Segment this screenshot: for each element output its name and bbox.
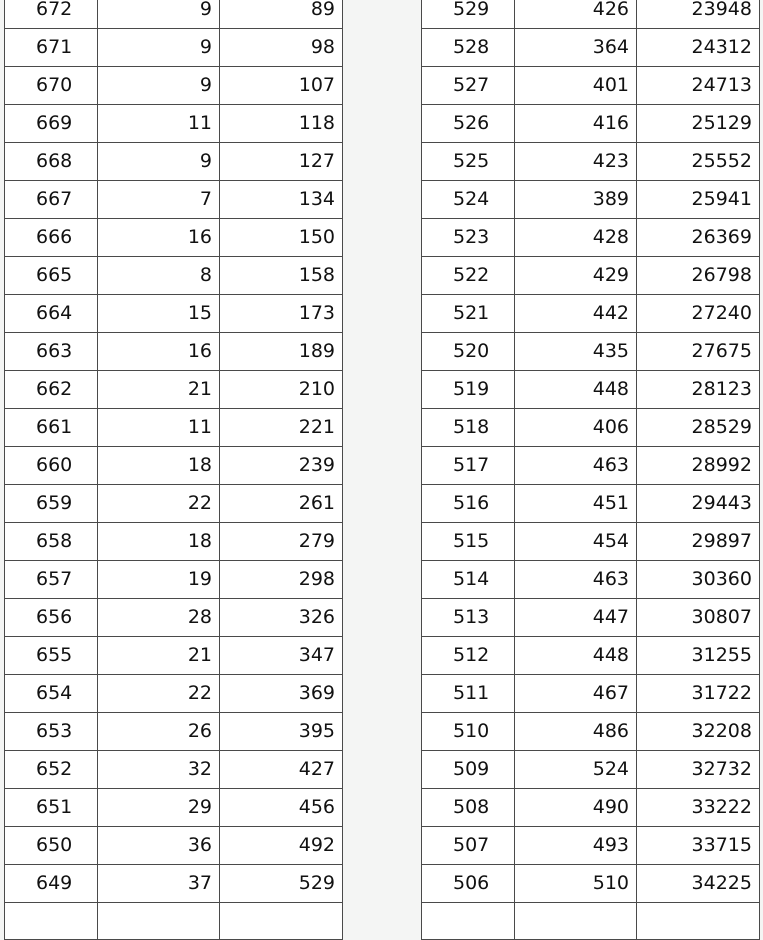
table-cell: 435: [515, 333, 637, 371]
table-cell: 493: [515, 827, 637, 865]
table-cell: 32732: [637, 751, 760, 789]
table-cell: 514: [422, 561, 515, 599]
table-cell: 428: [515, 219, 637, 257]
table-cell: 8: [98, 257, 220, 295]
table-cell: 667: [5, 181, 98, 219]
table-cell: 447: [515, 599, 637, 637]
table-cell: 671: [5, 29, 98, 67]
table-cell: 389: [515, 181, 637, 219]
table-cell: 210: [220, 371, 343, 409]
table-cell: 34225: [637, 865, 760, 903]
table-cell: 9: [98, 0, 220, 29]
table-cell: 427: [220, 751, 343, 789]
table-row: [422, 409, 760, 447]
table-cell: 33715: [637, 827, 760, 865]
table-cell: 7: [98, 181, 220, 219]
table-cell: 529: [422, 0, 515, 29]
table-row: [5, 333, 343, 371]
table-cell: 15: [98, 295, 220, 333]
table-row: [422, 371, 760, 409]
table-cell: 448: [515, 637, 637, 675]
table-row: [422, 903, 760, 940]
table-cell: 672: [5, 0, 98, 29]
table-row: [5, 561, 343, 599]
table-cell: 9: [98, 29, 220, 67]
table-cell: 33222: [637, 789, 760, 827]
table-cell: 369: [220, 675, 343, 713]
table-cell: 27675: [637, 333, 760, 371]
table-row: [5, 219, 343, 257]
table-cell: 448: [515, 371, 637, 409]
table-cell: 24713: [637, 67, 760, 105]
table-cell: 490: [515, 789, 637, 827]
table-cell: 107: [220, 67, 343, 105]
table-row: [422, 751, 760, 789]
table-cell: 508: [422, 789, 515, 827]
table-cell: 395: [220, 713, 343, 751]
table-row: [5, 713, 343, 751]
table-row: [422, 523, 760, 561]
table-row: [422, 295, 760, 333]
table-cell: 22: [98, 485, 220, 523]
table-cell: 18: [98, 523, 220, 561]
table-cell: 158: [220, 257, 343, 295]
table-cell: [515, 903, 637, 940]
table-cell: 669: [5, 105, 98, 143]
table-cell: 509: [422, 751, 515, 789]
table-cell: 511: [422, 675, 515, 713]
table-cell: 26369: [637, 219, 760, 257]
table-cell: 261: [220, 485, 343, 523]
table-cell: 24312: [637, 29, 760, 67]
table-cell: 522: [422, 257, 515, 295]
table-row: [422, 637, 760, 675]
table-cell: 668: [5, 143, 98, 181]
table-row: [5, 29, 343, 67]
table-row: [5, 903, 343, 940]
table-cell: 517: [422, 447, 515, 485]
table-cell: 463: [515, 561, 637, 599]
table-cell: 524: [515, 751, 637, 789]
table-cell: [422, 903, 515, 940]
table-cell: 656: [5, 599, 98, 637]
table-cell: 28123: [637, 371, 760, 409]
table-cell: 26798: [637, 257, 760, 295]
table-cell: 347: [220, 637, 343, 675]
table-row: [5, 789, 343, 827]
table-row: [5, 599, 343, 637]
table-cell: 89: [220, 0, 343, 29]
table-cell: 25552: [637, 143, 760, 181]
table-cell: 37: [98, 865, 220, 903]
table-cell: 526: [422, 105, 515, 143]
table-cell: 25941: [637, 181, 760, 219]
table-row: [422, 485, 760, 523]
table-cell: 515: [422, 523, 515, 561]
table-cell: 519: [422, 371, 515, 409]
table-cell: [5, 903, 98, 940]
table-cell: 29443: [637, 485, 760, 523]
table-cell: 364: [515, 29, 637, 67]
table-cell: 456: [220, 789, 343, 827]
table-cell: 401: [515, 67, 637, 105]
table-row: [422, 827, 760, 865]
table-cell: 28992: [637, 447, 760, 485]
table-row: [422, 333, 760, 371]
table-row: [5, 675, 343, 713]
table-cell: 29897: [637, 523, 760, 561]
table-cell: 221: [220, 409, 343, 447]
table-cell: 510: [515, 865, 637, 903]
table-row: [422, 0, 760, 29]
table-cell: 660: [5, 447, 98, 485]
table-cell: 23948: [637, 0, 760, 29]
table-row: [5, 143, 343, 181]
table-cell: 11: [98, 105, 220, 143]
table-cell: 16: [98, 219, 220, 257]
table-cell: 19: [98, 561, 220, 599]
table-cell: 510: [422, 713, 515, 751]
table-row: [5, 523, 343, 561]
table-cell: 32: [98, 751, 220, 789]
table-cell: 279: [220, 523, 343, 561]
table-cell: 507: [422, 827, 515, 865]
table-cell: 298: [220, 561, 343, 599]
left-table-body: [5, 0, 343, 940]
table-cell: 658: [5, 523, 98, 561]
table-cell: 416: [515, 105, 637, 143]
table-cell: 463: [515, 447, 637, 485]
table-cell: 527: [422, 67, 515, 105]
table-cell: 516: [422, 485, 515, 523]
table-row: [422, 257, 760, 295]
left-data-table: [4, 0, 343, 940]
table-row: [5, 105, 343, 143]
table-cell: 670: [5, 67, 98, 105]
table-row: [5, 637, 343, 675]
table-cell: 18: [98, 447, 220, 485]
table-row: [422, 561, 760, 599]
table-row: [422, 105, 760, 143]
table-cell: 11: [98, 409, 220, 447]
table-cell: 36: [98, 827, 220, 865]
table-row: [422, 447, 760, 485]
table-cell: 651: [5, 789, 98, 827]
table-cell: [637, 903, 760, 940]
table-cell: 661: [5, 409, 98, 447]
table-cell: 524: [422, 181, 515, 219]
table-cell: 486: [515, 713, 637, 751]
table-cell: 451: [515, 485, 637, 523]
table-cell: 406: [515, 409, 637, 447]
table-cell: 31255: [637, 637, 760, 675]
table-cell: 239: [220, 447, 343, 485]
table-cell: 173: [220, 295, 343, 333]
table-cell: 520: [422, 333, 515, 371]
table-cell: 326: [220, 599, 343, 637]
table-cell: 659: [5, 485, 98, 523]
table-row: [422, 789, 760, 827]
table-cell: 654: [5, 675, 98, 713]
right-table-body: [422, 0, 760, 940]
table-cell: 25129: [637, 105, 760, 143]
table-row: [422, 29, 760, 67]
table-row: [422, 713, 760, 751]
table-row: [422, 865, 760, 903]
table-cell: 454: [515, 523, 637, 561]
table-cell: 529: [220, 865, 343, 903]
table-cell: 655: [5, 637, 98, 675]
table-cell: 9: [98, 143, 220, 181]
table-row: [422, 143, 760, 181]
table-cell: 27240: [637, 295, 760, 333]
table-cell: 512: [422, 637, 515, 675]
table-cell: 21: [98, 637, 220, 675]
table-cell: [220, 903, 343, 940]
table-cell: 423: [515, 143, 637, 181]
table-cell: 134: [220, 181, 343, 219]
table-cell: 28529: [637, 409, 760, 447]
table-row: [5, 447, 343, 485]
table-cell: 518: [422, 409, 515, 447]
table-cell: 653: [5, 713, 98, 751]
table-row: [5, 295, 343, 333]
table-cell: 650: [5, 827, 98, 865]
table-cell: 16: [98, 333, 220, 371]
table-row: [5, 865, 343, 903]
table-cell: 652: [5, 751, 98, 789]
table-cell: 118: [220, 105, 343, 143]
table-cell: 664: [5, 295, 98, 333]
table-cell: 426: [515, 0, 637, 29]
table-row: [5, 0, 343, 29]
table-row: [5, 409, 343, 447]
table-row: [5, 257, 343, 295]
table-cell: 30360: [637, 561, 760, 599]
table-cell: 9: [98, 67, 220, 105]
table-cell: 429: [515, 257, 637, 295]
table-row: [5, 485, 343, 523]
table-cell: 513: [422, 599, 515, 637]
table-row: [5, 751, 343, 789]
right-data-table: [421, 0, 760, 940]
table-cell: 665: [5, 257, 98, 295]
table-cell: 657: [5, 561, 98, 599]
table-row: [422, 67, 760, 105]
table-row: [422, 181, 760, 219]
table-cell: 663: [5, 333, 98, 371]
table-row: [5, 827, 343, 865]
table-cell: 525: [422, 143, 515, 181]
table-cell: 442: [515, 295, 637, 333]
table-cell: 523: [422, 219, 515, 257]
table-row: [422, 219, 760, 257]
table-row: [5, 181, 343, 219]
table-cell: 528: [422, 29, 515, 67]
table-cell: 29: [98, 789, 220, 827]
table-cell: 22: [98, 675, 220, 713]
table-cell: 31722: [637, 675, 760, 713]
table-cell: 28: [98, 599, 220, 637]
table-row: [422, 675, 760, 713]
table-cell: 32208: [637, 713, 760, 751]
table-cell: 150: [220, 219, 343, 257]
table-cell: 98: [220, 29, 343, 67]
table-cell: 666: [5, 219, 98, 257]
table-cell: 26: [98, 713, 220, 751]
table-cell: [98, 903, 220, 940]
table-cell: 521: [422, 295, 515, 333]
table-cell: 492: [220, 827, 343, 865]
table-row: [5, 67, 343, 105]
table-cell: 127: [220, 143, 343, 181]
table-cell: 662: [5, 371, 98, 409]
table-cell: 649: [5, 865, 98, 903]
table-cell: 189: [220, 333, 343, 371]
table-row: [5, 371, 343, 409]
table-cell: 506: [422, 865, 515, 903]
table-row: [422, 599, 760, 637]
table-cell: 21: [98, 371, 220, 409]
table-cell: 30807: [637, 599, 760, 637]
table-cell: 467: [515, 675, 637, 713]
